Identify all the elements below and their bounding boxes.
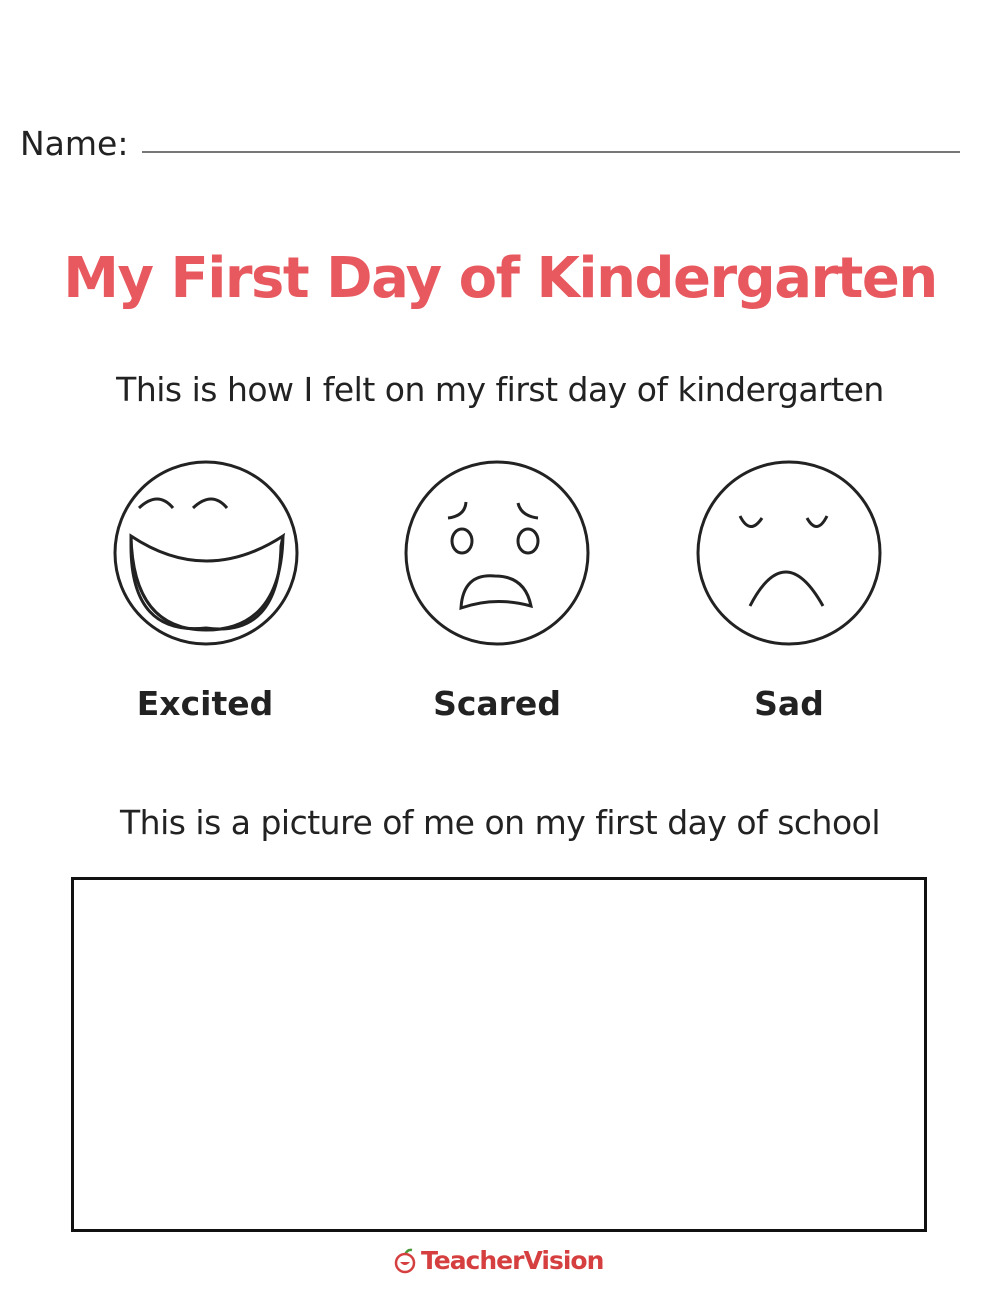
feeling-label-scared: Scared [433, 684, 561, 723]
scared-face-icon[interactable] [403, 458, 593, 648]
teachervision-logo [394, 1246, 603, 1275]
feeling-label-sad: Sad [754, 684, 824, 723]
worksheet-title: My First Day of Kindergarten [63, 246, 937, 311]
laughing-face-icon[interactable] [111, 458, 301, 648]
brand-name: TeacherVision [421, 1246, 604, 1275]
name-label: Name: [20, 124, 129, 163]
feelings-prompt: This is how I felt on my first day of kindergarten [116, 370, 884, 409]
feeling-label-excited: Excited [136, 684, 274, 723]
name-input-line[interactable] [142, 151, 960, 153]
drawing-box[interactable] [71, 877, 927, 1232]
apple-logo-icon [394, 1248, 416, 1274]
picture-prompt: This is a picture of me on my first day of school [120, 803, 880, 842]
sad-face-icon[interactable] [695, 458, 885, 648]
